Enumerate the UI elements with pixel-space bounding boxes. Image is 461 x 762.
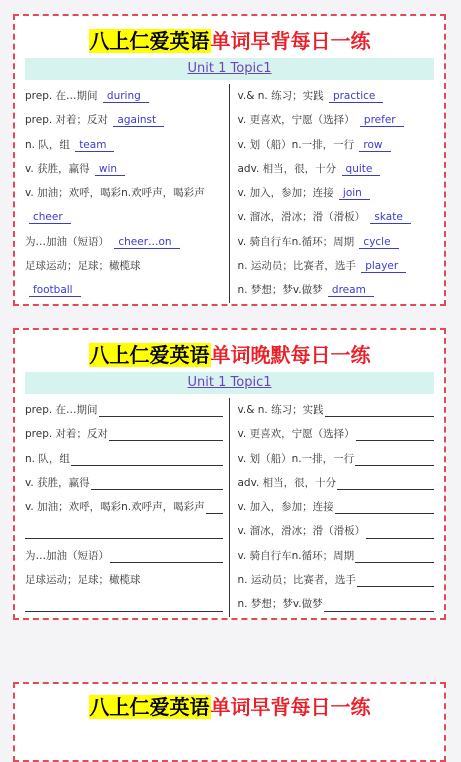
answer-blank[interactable] [25, 598, 223, 612]
word-row [238, 495, 435, 519]
english-answer: cheer…on [114, 236, 179, 249]
unit-label: Unit 1 Topic1 [25, 372, 434, 394]
chinese-meaning: 足球运动；足球；橄榄球 [25, 260, 141, 273]
answer-blank[interactable] [25, 525, 223, 539]
answer-blank[interactable] [355, 549, 434, 563]
word-row [238, 544, 435, 568]
word-row [238, 447, 435, 471]
answer-blank[interactable] [335, 500, 434, 514]
answer-blank[interactable] [109, 427, 222, 441]
chinese-meaning: v. 加入，参加；连接 [237, 187, 334, 200]
answer-blank[interactable] [357, 573, 434, 587]
word-row [25, 592, 223, 616]
word-row [238, 278, 435, 302]
answer-blank[interactable] [91, 476, 223, 490]
chinese-meaning: v. 更喜欢，宁愿（选择） [237, 428, 355, 441]
english-answer: against [113, 114, 164, 127]
word-row [25, 254, 223, 278]
right-column [230, 398, 435, 617]
answer-blank[interactable] [355, 452, 434, 466]
answer-blank[interactable] [325, 403, 434, 417]
left-column [25, 398, 230, 617]
chinese-meaning: n. 运动员；比赛者，选手 [237, 260, 356, 273]
title-red: 单词晚默每日一练 [210, 343, 371, 367]
chinese-meaning: v. 更喜欢，宁愿（选择） [237, 114, 355, 127]
word-row [238, 157, 435, 181]
chinese-meaning: n. 梦想；梦v.做梦 [237, 284, 323, 297]
chinese-meaning: v. 加入，参加；连接 [237, 501, 334, 514]
chinese-meaning: v. 划（船）n.一排，一行 [237, 138, 355, 151]
english-answer: join [339, 187, 370, 200]
word-row [238, 592, 435, 616]
chinese-meaning: v. 溜冰，滑冰；滑（滑板） [237, 525, 366, 538]
card-title [15, 24, 444, 58]
answer-blank[interactable] [110, 549, 223, 563]
left-column [25, 84, 230, 303]
evening-dictation-card [13, 328, 446, 620]
chinese-meaning: 为…加油（短语） [25, 235, 109, 248]
answer-blank[interactable] [337, 476, 434, 490]
chinese-meaning: v. 加油；欢呼，喝彩n.欢呼声，喝彩声 [25, 187, 205, 200]
chinese-meaning: n. 运动员；比赛者，选手 [237, 574, 356, 587]
right-column [230, 84, 435, 303]
word-row [25, 181, 223, 205]
morning-practice-card-next [13, 682, 446, 762]
word-row [25, 278, 223, 302]
english-answer: quite [342, 163, 381, 176]
answer-blank[interactable] [366, 525, 434, 539]
english-answer: prefer [360, 114, 404, 127]
word-grid [25, 84, 434, 303]
english-answer: cheer [29, 211, 71, 224]
chinese-meaning: prep. 在…期间 [25, 90, 98, 102]
word-row [25, 495, 223, 519]
word-row [25, 133, 223, 157]
unit-label: Unit 1 Topic1 [25, 58, 434, 80]
chinese-meaning: prep. 对着；反对 [25, 428, 109, 441]
title-red: 单词早背每日一练 [210, 695, 371, 719]
chinese-meaning: adv. 相当，很，十分 [237, 162, 337, 175]
word-row [25, 205, 223, 229]
english-answer: practice [329, 90, 383, 103]
answer-blank[interactable] [324, 598, 434, 612]
chinese-meaning: 足球运动；足球；橄榄球 [25, 574, 141, 587]
word-row [238, 519, 435, 543]
chinese-meaning: v.& n. 练习；实践 [237, 404, 324, 416]
chinese-meaning: v. 骑自行车n.循环；周期 [237, 235, 355, 248]
english-answer: team [75, 139, 114, 152]
chinese-meaning: prep. 对着；反对 [25, 114, 109, 127]
word-row [238, 398, 435, 422]
word-row [238, 181, 435, 205]
word-row [238, 254, 435, 278]
answer-blank[interactable] [206, 500, 223, 514]
english-answer: skate [370, 211, 410, 224]
english-answer: cycle [359, 236, 398, 249]
title-highlight: 八上仁爱英语 [89, 29, 210, 53]
answer-blank[interactable] [356, 427, 434, 441]
english-answer: row [359, 139, 390, 152]
chinese-meaning: n. 队，组 [25, 138, 70, 151]
answer-blank[interactable] [71, 452, 223, 466]
word-row [238, 205, 435, 229]
word-row [238, 422, 435, 446]
chinese-meaning: v. 划（船）n.一排，一行 [237, 452, 355, 465]
chinese-meaning: n. 队，组 [25, 452, 70, 465]
word-row [238, 471, 435, 495]
chinese-meaning: v. 获胜，赢得 [25, 162, 90, 175]
title-highlight: 八上仁爱英语 [89, 695, 210, 719]
chinese-meaning: prep. 在…期间 [25, 404, 98, 416]
english-answer: during [103, 90, 149, 103]
word-row [238, 230, 435, 254]
english-answer: win [95, 163, 125, 176]
card-title [15, 338, 444, 372]
chinese-meaning: v. 骑自行车n.循环；周期 [237, 549, 355, 562]
morning-practice-card [13, 14, 446, 306]
word-row [25, 519, 223, 543]
word-row [25, 471, 223, 495]
word-row [238, 108, 435, 132]
word-row [238, 133, 435, 157]
word-row [238, 84, 435, 108]
word-row [25, 398, 223, 422]
word-row [25, 422, 223, 446]
answer-blank[interactable] [99, 403, 223, 417]
english-answer: player [361, 260, 406, 273]
title-red: 单词早背每日一练 [210, 29, 371, 53]
title-highlight: 八上仁爱英语 [89, 343, 210, 367]
card-title [15, 690, 444, 724]
english-answer: football [29, 284, 81, 297]
word-grid [25, 398, 434, 617]
word-row [25, 230, 223, 254]
chinese-meaning: n. 梦想；梦v.做梦 [237, 598, 323, 611]
chinese-meaning: v. 加油；欢呼，喝彩n.欢呼声，喝彩声 [25, 501, 205, 514]
word-row [238, 568, 435, 592]
word-row [25, 84, 223, 108]
english-answer: dream [328, 284, 374, 297]
chinese-meaning: v. 溜冰，滑冰；滑（滑板） [237, 211, 366, 224]
word-row [25, 447, 223, 471]
word-row [25, 108, 223, 132]
chinese-meaning: v.& n. 练习；实践 [237, 90, 324, 102]
chinese-meaning: 为…加油（短语） [25, 549, 109, 562]
word-row [25, 157, 223, 181]
word-row [25, 568, 223, 592]
chinese-meaning: v. 获胜，赢得 [25, 476, 90, 489]
chinese-meaning: adv. 相当，很，十分 [237, 476, 337, 489]
word-row [25, 544, 223, 568]
